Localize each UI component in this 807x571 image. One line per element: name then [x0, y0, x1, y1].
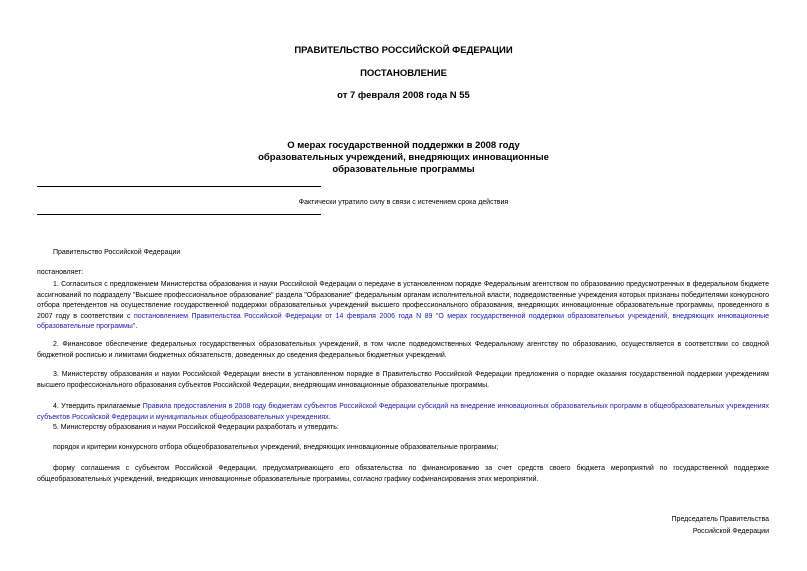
paragraph-1-text: 1. Согласиться с предложением Министерства образования и науки Российской Федерации о передаче в установленном порядке Федеральным агентством по образованию предусмотренных в федеральном бюджете ассигнований по подразделу "Высшее профессиональное образование" раздела "Образование" федеральным органам исполнительной власти, подведомственные учреждения которых признаны победителями конкурсного отбора претендентов на осуществление государственной поддержки образовательных учреждений высшего профессионального образования, внедряющих инновационные образовательные программы, проведенного в 2007 году в соответствии с [37, 281, 769, 320]
title-line-3: образовательные программы [332, 164, 475, 175]
document-title [0, 140, 807, 176]
title-line-2: образовательных учреждений, внедряющих инновационные [258, 152, 549, 163]
paragraph-5: 5. Министерству образования и науки Российской Федерации разработать и утвердить: [53, 424, 339, 431]
paragraph-4-text: 4. Утвердить прилагаемые [53, 403, 143, 410]
paragraph-2: 2. Финансовое обеспечение федеральных государственных образовательных учреждений, в том числе подведомственных Федеральному агентству по образованию, осуществляется в соответствии со сводной бюджетной росписью и лимитами бюджетных обязательств, доведенных до сведения федеральных бюджетных учреждений. [37, 341, 769, 359]
government-heading: ПРАВИТЕЛЬСТВО РОССИЙСКОЙ ФЕДЕРАЦИИ [294, 45, 513, 56]
subsidy-rules-link[interactable]: Правила предоставления в 2008 году бюджетам субъектов Российской Федерации субсидий на внедрение инновационных образовательных программ в общеобразовательных учреждениях субъектов Российской Федерации и муниципальных общеобразовательных учреждениях [37, 403, 769, 421]
paragraph-1-end: . [135, 323, 138, 330]
paragraph-3: 3. Министерству образования и науки Российской Федерации внести в установленном порядке в Правительство Российской Федерации предложения о порядке оказания государственной поддержки учреждениям высшего профессионального образования субъектов Российской Федерации, внедряющим инновационные образовательные программы. [37, 371, 769, 389]
divider-bottom [37, 214, 321, 215]
signature-line-2: Российской Федерации [692, 528, 769, 535]
paragraph-4 [37, 402, 769, 423]
paragraph-1 [37, 280, 769, 333]
intro-line: Правительство Российской Федерации [53, 249, 181, 256]
document-type: ПОСТАНОВЛЕНИЕ [360, 68, 447, 79]
divider-top [37, 186, 321, 187]
paragraph-7: форму соглашения с субъектом Российской Федерации, предусматривающего его обязательства по финансированию за счет средств своего бюджета мероприятий по государственной поддержке общеобразовательных учреждений, внедряющих инновационные образовательные программы, согласно графику софинансирования этих мероприятий. [37, 465, 769, 483]
resolves-line: постановляет: [37, 269, 84, 276]
status-note: Фактически утратило силу в связи с истечением срока действия [298, 199, 509, 206]
title-line-1: О мерах государственной поддержки в 2008 году [287, 140, 520, 151]
signature-line-1: Председатель Правительства [671, 516, 769, 523]
document-date-number: от 7 февраля 2008 года N 55 [337, 90, 470, 101]
paragraph-4-end: . [328, 413, 331, 421]
resolution-89-link[interactable]: постановлением Правительства Российской Федерации от 14 февраля 2006 года N 89 "О мерах государственной поддержки образовательных учреждений, внедряющих инновационные образовательные программы" [37, 312, 769, 330]
paragraph-6: порядок и критерии конкурсного отбора общеобразовательных учреждений, внедряющих инновационные образовательные программы; [53, 444, 499, 451]
